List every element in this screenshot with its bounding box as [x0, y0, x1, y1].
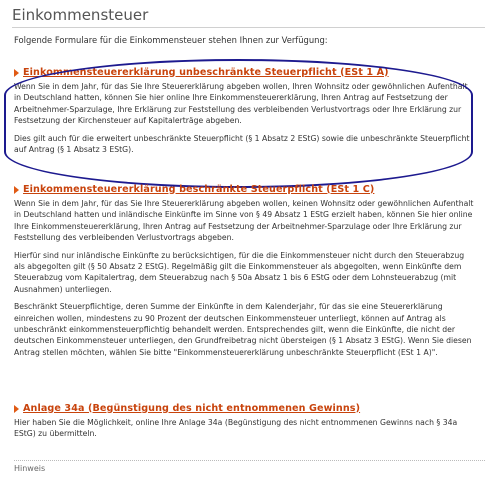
arrow-right-icon	[14, 69, 19, 77]
section-paragraph: Hier haben Sie die Möglichkeit, online Ihre Anlage 34a (Begünstigung des nicht entnommenen Gewinns nach § 34a EStG) zu übermitteln.	[14, 418, 458, 439]
est1a-link[interactable]: Einkommensteuererklärung unbeschränkte Steuerpflicht (ESt 1 A)	[23, 66, 389, 78]
section-paragraph: Wenn Sie in dem Jahr, für das Sie Ihre Steuererklärung abgeben wollen, keinen Wohnsitz oder gewöhnlichen Aufenthalt in Deutschland hatten und inländische Einkünfte im Sinne von § 49 Absatz 1 EStG erzielt haben, können Sie hier online Ihre Einkommensteuererklärung, Ihren Antrag auf Festsetzung der Arbeitnehmer-Sparzulage oder Ihre Erklärung zur Feststellung des verbleibenden Verlustvortrags abgeben.	[14, 199, 474, 243]
footer-divider	[14, 460, 485, 461]
section-header	[14, 183, 476, 195]
section-paragraph: Beschränkt Steuerpflichtige, deren Summe der Einkünfte in dem Kalenderjahr, für das sie eine Steuererklärung einreichen wollen, mindestens zu 90 Prozent der deutschen Einkommensteuer unterliegt, können auf Antrag als unbeschränkt einkommensteuerpflichtig behandelt werden. Entsprechendes gilt, wenn die Einkünfte, die nicht der deutschen Einkommensteuer unterliegen, den Grundfreibetrag nicht übersteigen (§ 1 Absatz 3 EStG). Wenn Sie diesen Antrag stellen möchten, wählen Sie bitte "Einkommensteuererklärung unbeschränkte Steuerpflicht (ESt 1 A)".	[14, 302, 472, 357]
section-est1a	[14, 66, 476, 155]
intro-text: Folgende Formulare für die Einkommensteuer stehen Ihnen zur Verfügung:	[14, 35, 328, 45]
page-title: Einkommensteuer	[12, 6, 149, 24]
section-header	[14, 402, 476, 414]
hint-label: Hinweis	[14, 464, 46, 473]
section-header	[14, 66, 476, 78]
section-paragraph: Hierfür sind nur inländische Einkünfte zu berücksichtigen, für die die Einkommensteuer nicht durch den Steuerabzug als abgegolten gilt (§ 50 Absatz 2 EStG). Regelmäßig gilt die Einkommensteuer als abgegolten, wenn Einkünfte dem Steuerabzug vom Kapitalertrag, dem Steuerabzug nach § 50a Absatz 1 bis 6 EStG oder dem Lohnsteuerabzug (mit Ausnahmen) unterliegen.	[14, 250, 465, 294]
section-paragraph: Wenn Sie in dem Jahr, für das Sie Ihre Steuererklärung abgeben wollen, Ihren Wohnsitz oder gewöhnlichen Aufenthalt in Deutschland hatten, können Sie hier online Ihre Einkommensteuererklärung, Ihren Antrag auf Festsetzung der Arbeitnehmer-Sparzulage, Ihre Erklärung zur Feststellung des verbleibenden Verlustvortrags oder Ihre Erklärung zur Festsetzung der Kirchensteuer auf Kapitalerträge abgeben.	[14, 82, 468, 126]
est1c-link[interactable]: Einkommensteuererklärung beschränkte Steuerpflicht (ESt 1 C)	[23, 183, 375, 195]
section-paragraph: Dies gilt auch für die erweitert unbeschränkte Steuerpflicht (§ 1 Absatz 2 EStG) sowie die unbeschränkte Steuerpflicht auf Antrag (§ 1 Absatz 3 EStG).	[14, 133, 470, 155]
arrow-right-icon	[14, 186, 19, 194]
anlage34a-link[interactable]: Anlage 34a (Begünstigung des nicht entnommenen Gewinns)	[23, 402, 361, 414]
arrow-right-icon	[14, 405, 19, 413]
section-est1c	[14, 183, 476, 358]
title-divider	[12, 27, 485, 28]
section-anlage34a	[14, 402, 476, 440]
